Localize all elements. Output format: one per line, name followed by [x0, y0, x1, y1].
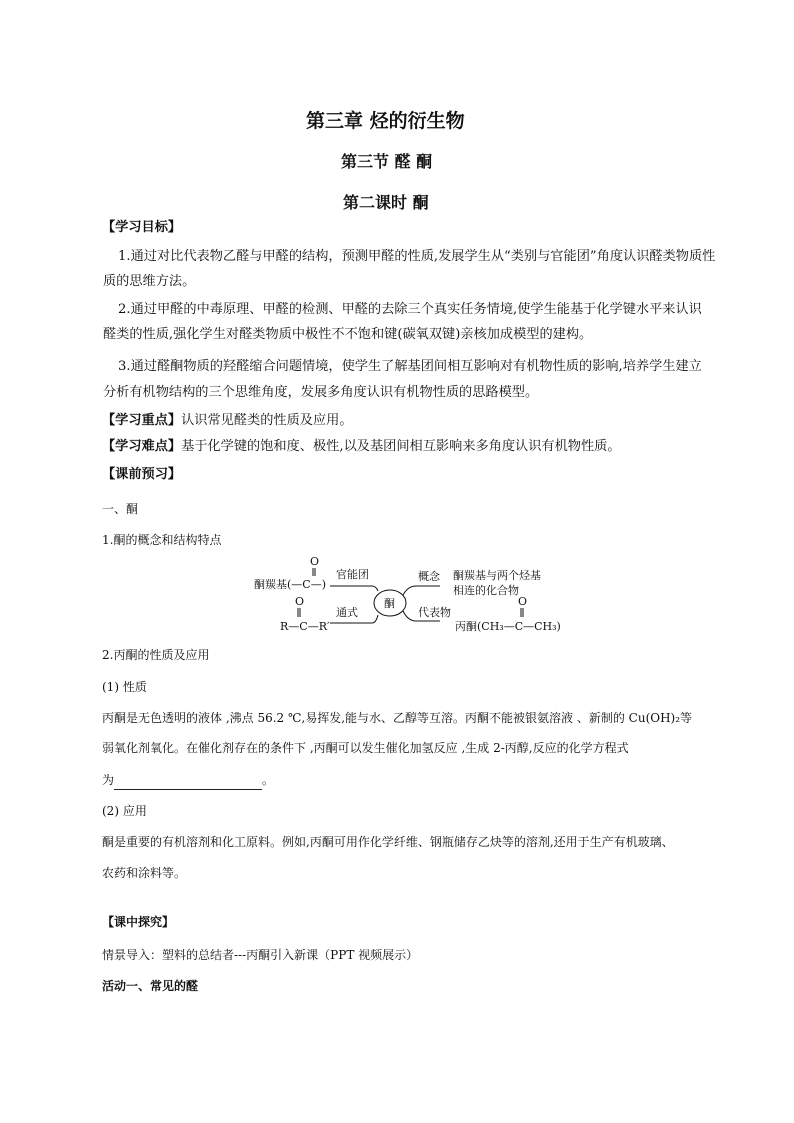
center-ketone: 酮 — [384, 597, 395, 610]
preview-subheading-ketone: 一、酮 — [102, 502, 139, 516]
preview-heading: 【课前预习】 — [102, 467, 182, 482]
general-oxygen: O — [295, 595, 305, 608]
preview-concept-heading: 1.酮的概念和结构特点 — [102, 533, 222, 547]
difficulty-label: 【学习难点】 — [102, 439, 182, 454]
objective-3-line-2: 分析有机物结构的三个思维角度，发展多角度认识有机物性质的思路模型。 — [103, 385, 539, 400]
general-formula-label: 通式 — [336, 606, 358, 619]
objective-1-line-1: 1.通过对比代表物乙醛与甲醛的结构，预测甲醛的性质,发展学生从“类别与官能团”角度认识醛类物质性 — [118, 249, 716, 264]
representative-label: 代表物 — [418, 606, 451, 619]
representative-oxygen: O — [518, 595, 528, 608]
section-title: 第三节 醛 酮 — [341, 152, 433, 171]
objective-2-line-1: 2.通过甲醛的中毒原理、甲醛的检测、甲醛的去除三个真实任务情境,使学生能基于化学键水平来认识 — [118, 302, 702, 317]
difficulty-text: 基于化学键的饱和度、极性,以及基团间相互影响来多角度认识有机物性质。 — [181, 439, 621, 454]
representative-acetone: 丙酮(CH₃—C—CH₃) — [455, 620, 561, 633]
applications-line-1: 酮是重要的有机溶剂和化工原料。例如,丙酮可用作化学纤维、钢瓶储存乙炔等的溶剂,还用于生产有机玻璃、 — [102, 835, 674, 849]
concept-label: 概念 — [418, 570, 440, 583]
lesson-title: 第二课时 酮 — [343, 193, 429, 212]
acetone-heading: 2.丙酮的性质及应用 — [102, 648, 210, 662]
key-point-text: 认识常见醛类的性质及应用。 — [181, 413, 353, 428]
scenario-intro: 情景导入：塑料的总结者---丙酮引入新课（PPT 视频展示） — [102, 948, 419, 962]
functional-group-label: 官能团 — [336, 568, 369, 581]
ketone-concept-diagram — [250, 553, 580, 639]
equation-prefix: 为 — [102, 773, 115, 787]
carbonyl-oxygen: O — [310, 555, 320, 568]
properties-line-3 — [102, 770, 274, 790]
key-point-label: 【学习重点】 — [102, 413, 182, 428]
objective-3-line-1: 3.通过醛酮物质的羟醛缩合问题情境，使学生了解基团间相互影响对有机物性质的影响,培养学生建立 — [118, 359, 702, 374]
concept-definition-line-1: 酮羰基与两个烃基 — [453, 569, 541, 582]
applications-heading: (2) 应用 — [102, 804, 147, 818]
objectives-heading: 【学习目标】 — [102, 220, 182, 235]
properties-line-2: 弱氧化剂氧化。在催化剂存在的条件下 ,丙酮可以发生催化加氢反应 ,生成 2-丙醇,反应的化学方程式 — [102, 741, 629, 755]
applications-line-2: 农药和涂料等。 — [102, 866, 187, 880]
equation-suffix: 。 — [262, 773, 275, 787]
chapter-title: 第三章 烃的衍生物 — [306, 110, 465, 132]
objective-1-line-2: 质的思维方法。 — [103, 274, 196, 289]
properties-line-1: 丙酮是无色透明的液体 ,沸点 56.2 ℃,易挥发,能与水、乙醇等互溶。丙酮不能被银氨溶液 、新制的 Cu(OH)₂等 — [102, 711, 693, 725]
objective-2-line-2: 醛类的性质,强化学生对醛类物质中极性不不饱和键(碳氧双键)亲核加成模型的建构。 — [103, 327, 593, 342]
inclass-heading: 【课中探究】 — [102, 915, 175, 929]
general-formula-structure: R—C—R′ — [280, 620, 330, 633]
properties-heading: (1) 性质 — [102, 680, 147, 694]
key-point — [102, 409, 353, 433]
concept-definition-line-2: 相连的化合物 — [453, 584, 519, 597]
ketone-carbonyl-group: 酮羰基(—C—) — [254, 578, 326, 591]
activity-1-heading: 活动一、常见的醛 — [102, 979, 199, 993]
equation-blank[interactable] — [114, 775, 262, 790]
difficulty — [102, 435, 621, 459]
